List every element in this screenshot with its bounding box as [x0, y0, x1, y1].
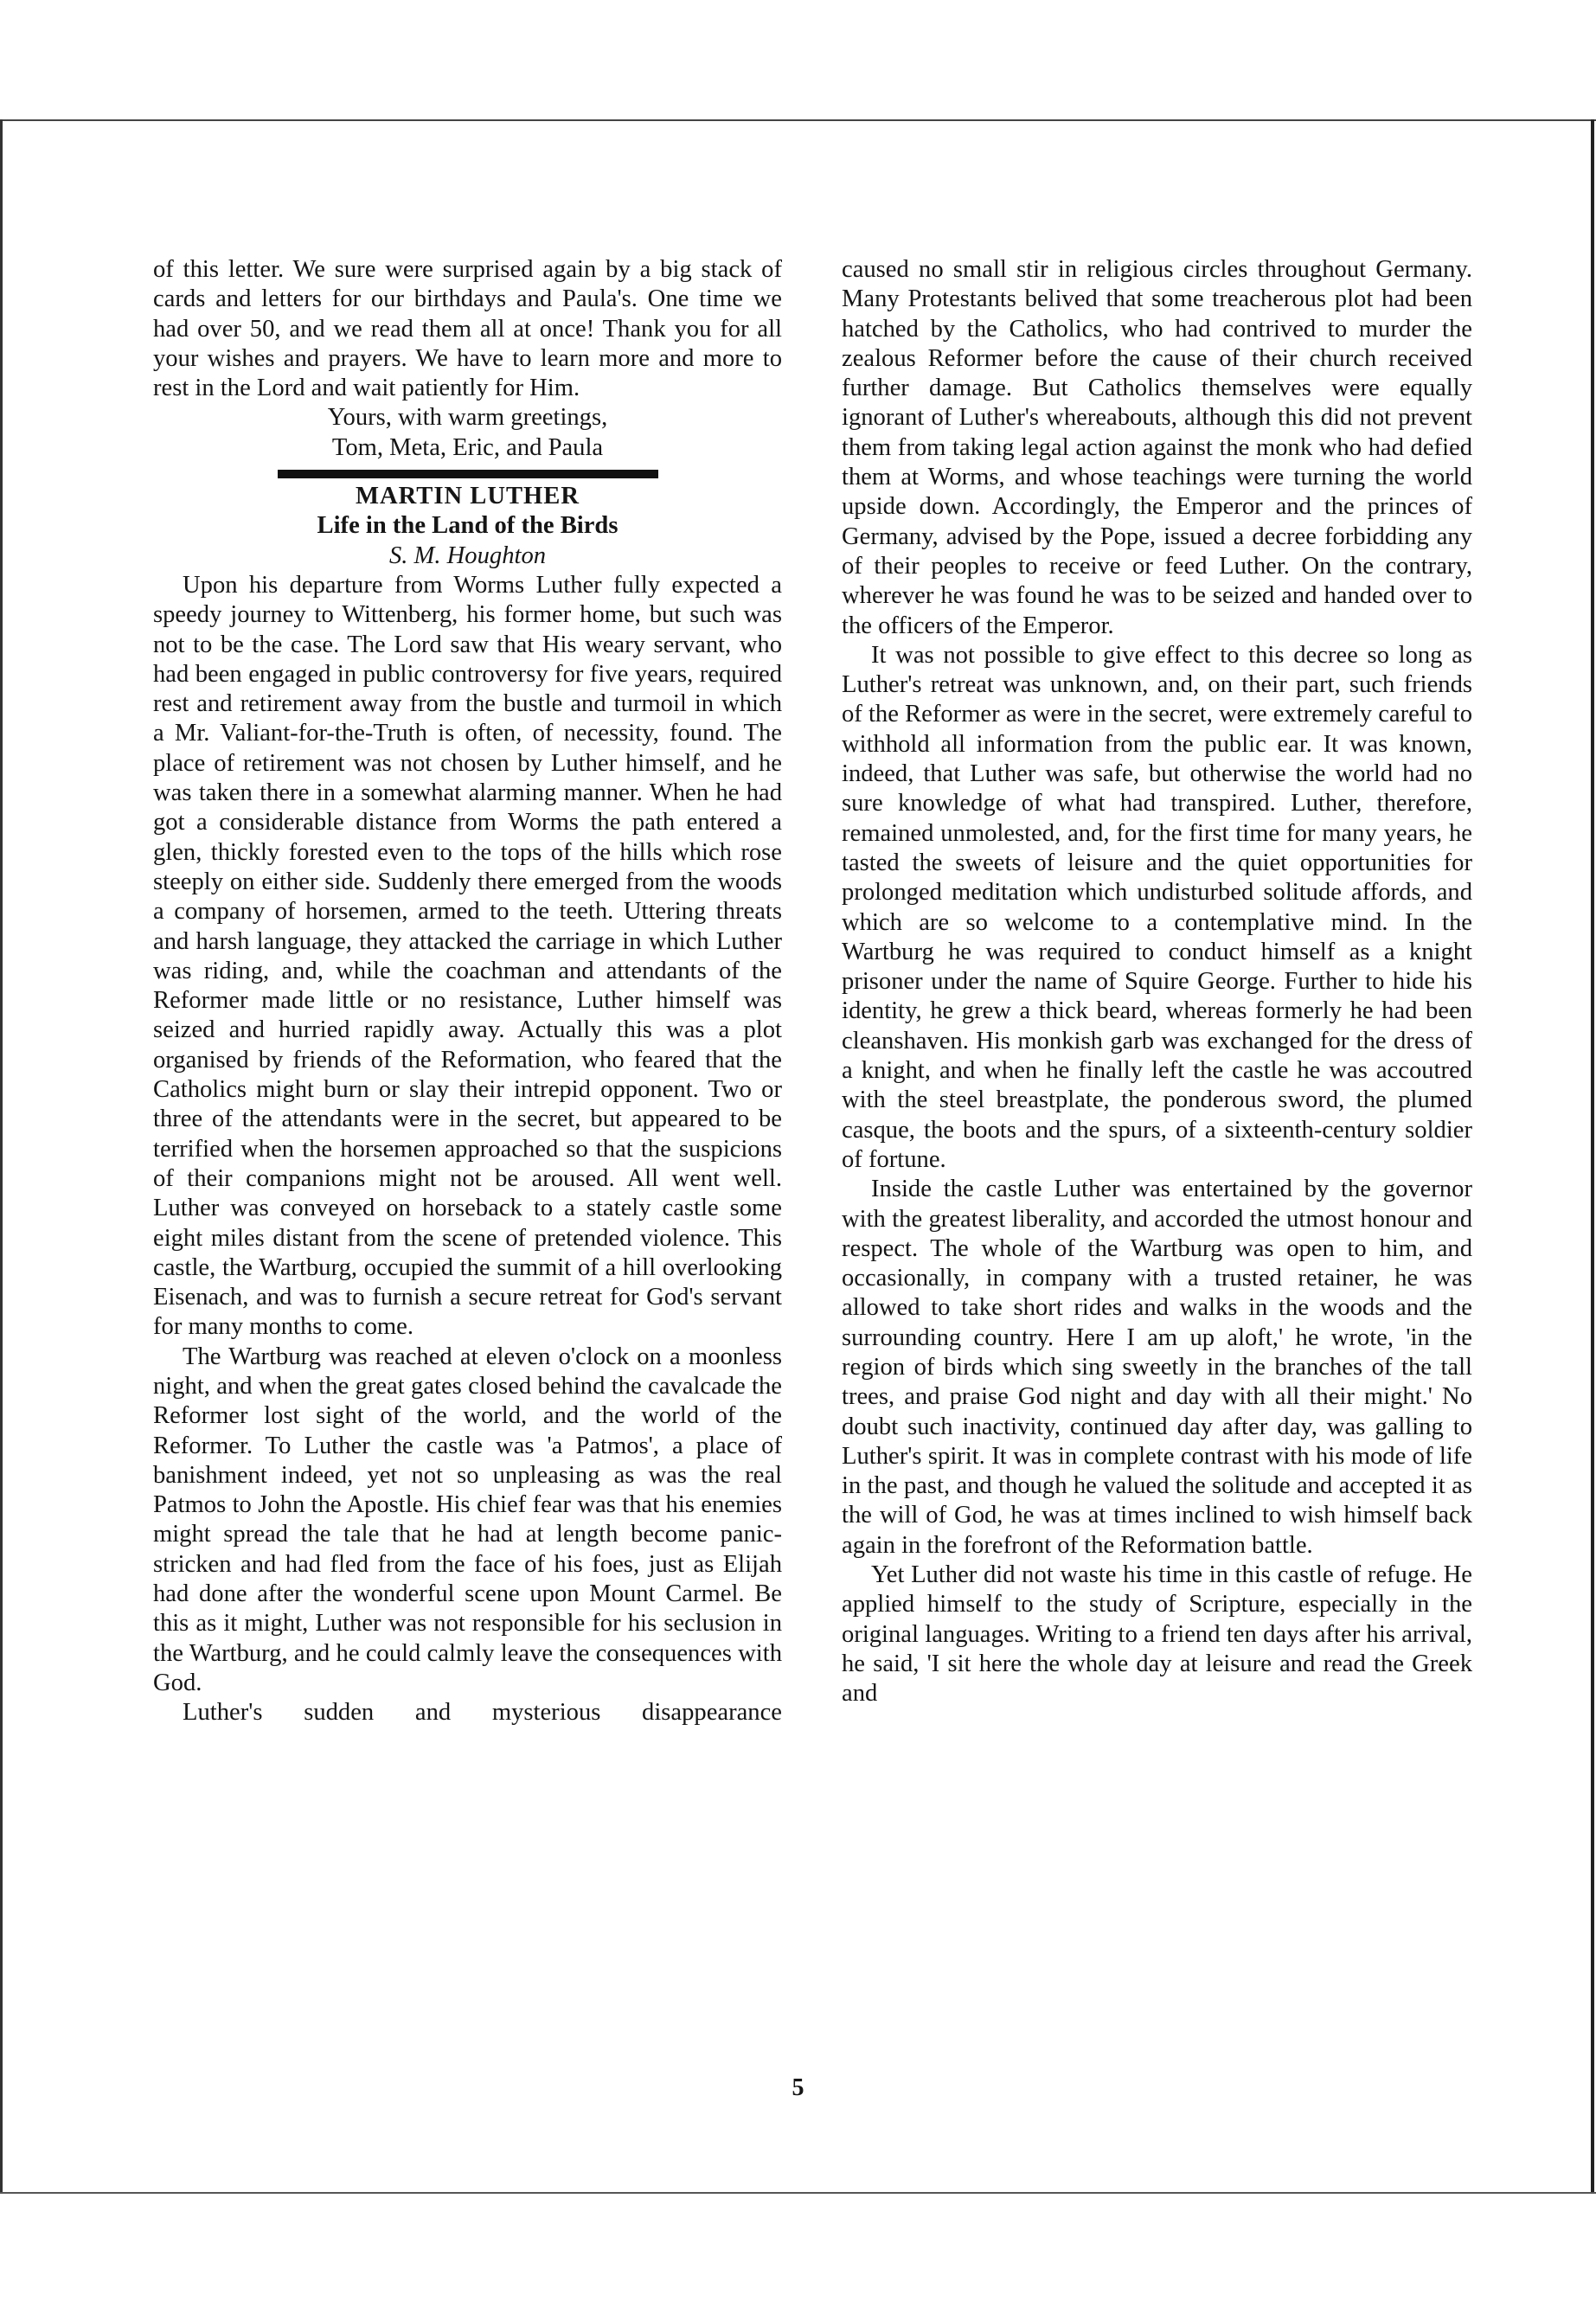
letter-closing-paragraph: of this letter. We sure were surprised again by a big stack of cards and letters for our birthdays and Paula's. One time we had over 50, and we read them all at once! Thank you for all your wishes and prayers. We have to learn more and more to rest in the Lord and wait patiently for Him. [153, 256, 782, 402]
article-paragraph-3-continued: caused no small stir in religious circles throughout Germany. Many Protestants belived that some treacherous plot had been hatched by the Catholics, who had contrived to murder the zealous Reformer before the cause of their church received further damage. But Catholics themselves were equally ignorant of Luther's whereabouts, although this did not prevent them from taking legal action against the monk who had defied them at Worms, and whose teachings were turning the world upside down. Accordingly, the Emperor and the princes of Germany, advised by the Pope, issued a decree forbidding any of their peoples to receive or feed Luther. On the contrary, wherever he was found he was to be seized and handed over to the officers of the Emperor. [842, 256, 1472, 639]
scan-border-top [0, 119, 1596, 121]
article-paragraph-2: The Wartburg was reached at eleven o'clock on a moonless night, and when the great gates closed behind the cavalcade the Reformer lost sight of the world, and the world of the Reformer. To Luther the castle was 'a Patmos', a place of banishment indeed, yet not so unpleasing as was the real Patmos to John the Apostle. His chief fear was that his enemies might spread the tale that he had at length become panic-stricken and had fled from the face of his foes, just as Elijah had done after the wonderful scene upon Mount Carmel. Be this as it might, Luther was not responsible for his seclusion in the Wartburg, and he could calmly leave the consequences with God. [153, 1343, 782, 1696]
scan-border-bottom [0, 2192, 1596, 2194]
article-title: MARTIN LUTHER [355, 483, 580, 510]
page-number: 5 [792, 2074, 804, 2101]
letter-signatories: Tom, Meta, Eric, and Paula [331, 433, 604, 461]
article-paragraph-3-start: Luther's sudden and mysterious disappearance [183, 1699, 782, 1727]
article-paragraph-5: Inside the castle Luther was entertained by the governor with the greatest liberality, and accorded the utmost honour and respect. The whole of the Wartburg was open to him, and occasionally, in company with a trusted retainer, he was allowed to take short rides and walks in the woods and the surrounding country. Here I am up aloft,' he wrote, 'in the region of birds which sing sweetly in the branches of the tall trees, and praise God night and day with all their might.' No doubt such inactivity, continued day after day, was galling to Luther's spirit. It was in complete contrast with his mode of life in the past, and though he valued the solitude and accepted it as the will of God, he was at times inclined to wish himself back again in the forefront of the Reformation battle. [842, 1176, 1472, 1559]
section-divider [278, 470, 658, 478]
right-column [842, 255, 1472, 1709]
scan-border-left [0, 119, 3, 2194]
article-author: S. M. Houghton [388, 542, 547, 569]
article-paragraph-6: Yet Luther did not waste his time in this castle of refuge. He applied himself to the study of Scripture, especially in the original languages. Writing to a friend ten days after his arrival, he said, 'I sit here the whole day at leisure and read the Greek and [842, 1561, 1472, 1708]
letter-signoff: Yours, with warm greetings, [327, 404, 608, 432]
left-column [153, 255, 782, 1728]
article-paragraph-1: Upon his departure from Worms Luther fully expected a speedy journey to Wittenberg, his former home, but such was not to be the case. The Lord saw that His weary servant, who had been engaged in public controversy for five years, required rest and retirement away from the bustle and turmoil in which a Mr. Valiant-for-the-Truth is often, of necessity, found. The place of retirement was not chosen by Luther himself, and he was taken there in a somewhat alarming manner. When he had got a considerable distance from Worms the path entered a glen, thickly forested even to the tops of the hills which rose steeply on either side. Suddenly there emerged from the woods a company of horsemen, armed to the teeth. Uttering threats and harsh language, they attacked the carriage in which Luther was riding, and, while the coachman and attendants of the Reformer made little or no resistance, Luther himself was seized and hurried rapidly away. Actually this was a plot organised by friends of the Reformation, who feared that the Catholics might burn or slay their intrepid opponent. Two or three of the attendants were in the secret, but appeared to be terrified when the horsemen approached so that the suspicions of their companions might not be aroused. All went well. Luther was conveyed on horseback to a stately castle some eight miles distant from the scene of pretended violence. This castle, the Wartburg, occupied the summit of a hill overlooking Eisenach, and was to furnish a secure retreat for God's servant for many months to come. [153, 571, 782, 1341]
article-paragraph-3 [842, 255, 1472, 641]
scan-border-right [1591, 119, 1594, 2194]
article-subtitle: Life in the Land of the Birds [317, 512, 619, 540]
article-paragraph-4: It was not possible to give effect to this decree so long as Luther's retreat was unknown, and, on their part, such friends of the Reformer as were in the secret, were extremely careful to withhold all information from the public ear. It was known, indeed, that Luther was safe, but otherwise the world had no sure knowledge of what had transpired. Luther, therefore, remained unmolested, and, for the first time for many years, he tasted the sweets of leisure and the quiet opportunities for prolonged meditation which undisturbed solitude affords, and which are so welcome to a contemplative mind. In the Wartburg he was required to conduct himself as a knight prisoner under the name of Squire George. Further to hide his identity, he grew a thick beard, whereas formerly he had been cleanshaven. His monkish garb was exchanged for the dress of a knight, and when he finally left the castle he was accoutred with the steel breastplate, the ponderous sword, the plumed casque, the boots and the spurs, of a sixteenth-century soldier of fortune. [842, 641, 1472, 1173]
